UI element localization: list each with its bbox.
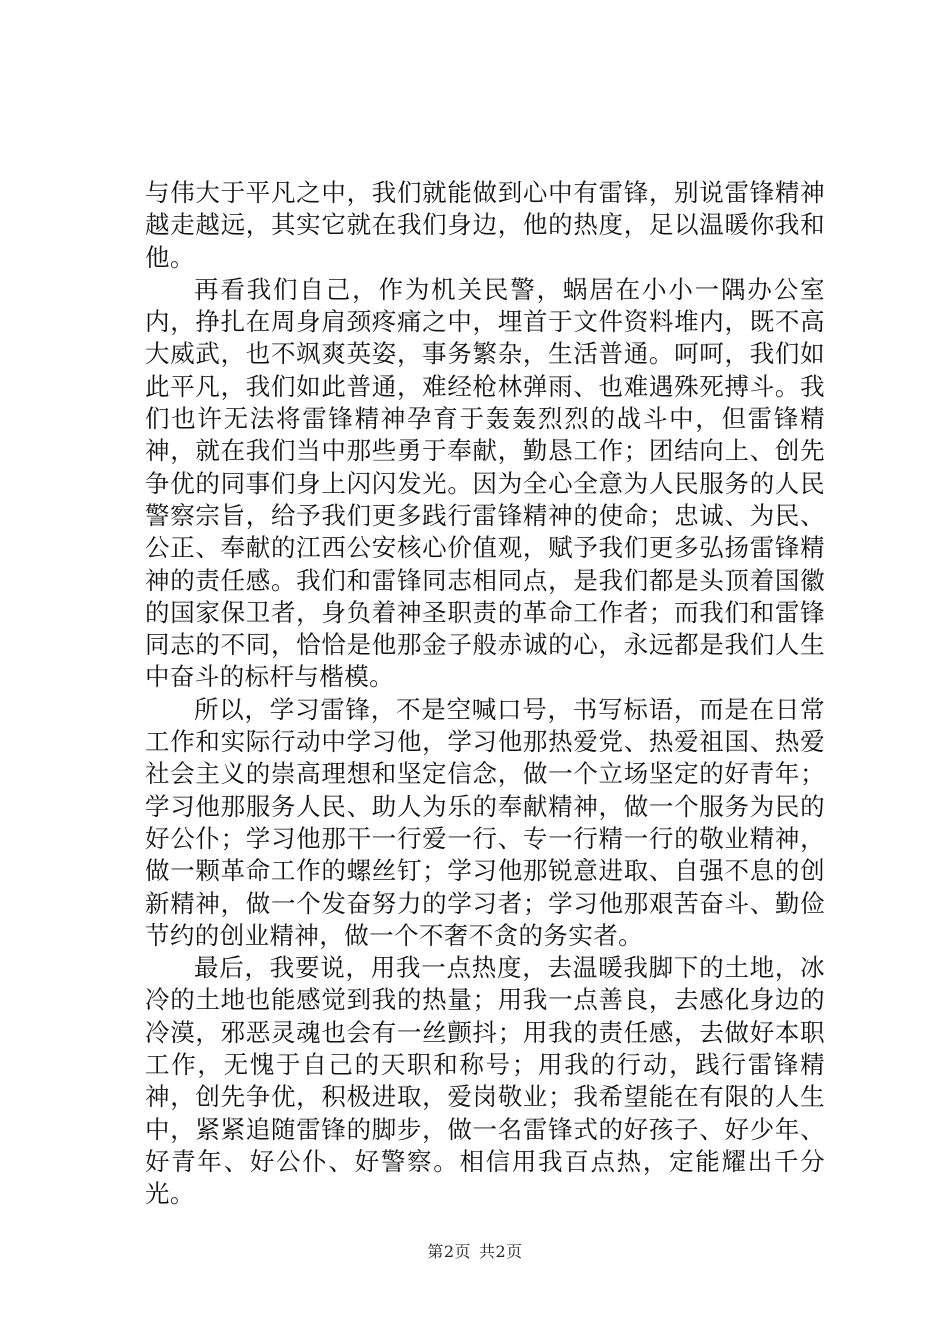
page-number: 第2页 xyxy=(427,1242,471,1261)
paragraph-conclusion: 最后，我要说，用我一点热度，去温暖我脚下的土地，冰冷的土地也能感觉到我的热量；用我一点善良，去感化身边的冷漠，邪恶灵魂也会有一丝颤抖；用我的责任感，去做好本职工作，无愧于自己的天职和称号；用我的行动，践行雷锋精神，创先争优，积极进取，爱岗敬业；我希望能在有限的人生中，紧紧追随雷锋的脚步，做一名雷锋式的好孩子、好少年、好青年、好公仆、好警察。相信用我百点热，定能耀出千分光。 xyxy=(145,953,825,1209)
paragraph-learning: 所以，学习雷锋，不是空喊口号，书写标语，而是在日常工作和实际行动中学习他，学习他那热爱党、热爱祖国、热爱社会主义的崇高理想和坚定信念，做一个立场坚定的好青年；学习他那服务人民、助人为乐的奉献精神，做一个服务为民的好公仆；学习他那干一行爱一行、专一行精一行的敬业精神，做一颗革命工作的螺丝钉；学习他那锐意进取、自强不息的创新精神，做一个发奋努力的学习者；学习他那艰苦奋斗、勤俭节约的创业精神，做一个不奢不贪的务实者。 xyxy=(145,694,825,950)
paragraph-continued: 与伟大于平凡之中，我们就能做到心中有雷锋，别说雷锋精神越走越远，其实它就在我们身边，他的热度，足以温暖你我和他。 xyxy=(145,178,825,272)
page-total: 共2页 xyxy=(479,1242,523,1261)
page-footer xyxy=(0,1242,950,1262)
document-body xyxy=(145,177,825,1211)
paragraph-reflection: 再看我们自己，作为机关民警，蜗居在小小一隅办公室内，挣扎在周身肩颈疼痛之中，埋首于文件资料堆内，既不高大威武，也不飒爽英姿，事务繁杂，生活普通。呵呵，我们如此平凡，我们如此普通，难经枪林弹雨、也难遇殊死搏斗。我们也许无法将雷锋精神孕育于轰轰烈烈的战斗中，但雷锋精神，就在我们当中那些勇于奉献，勤恳工作；团结向上、创先争优的同事们身上闪闪发光。因为全心全意为人民服务的人民警察宗旨，给予我们更多践行雷锋精神的使命；忠诚、为民、公正、奉献的江西公安核心价值观，赋予我们更多弘扬雷锋精神的责任感。我们和雷锋同志相同点，是我们都是头顶着国徽的国家保卫者，身负着神圣职责的革命工作者；而我们和雷锋同志的不同，恰恰是他那金子般赤诚的心，永远都是我们人生中奋斗的标杆与楷模。 xyxy=(145,274,825,692)
